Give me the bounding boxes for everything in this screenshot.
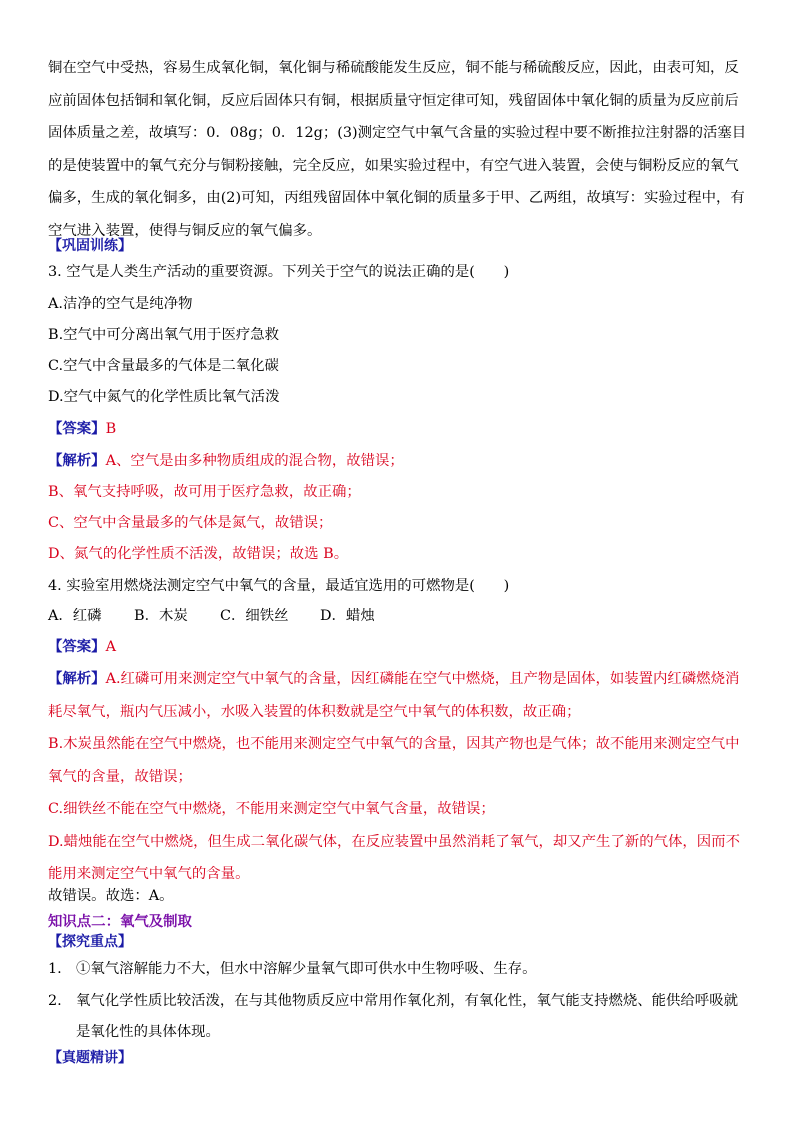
q3-option-b: B.空气中可分离出氧气用于医疗急救 <box>48 327 280 343</box>
q3-analysis-c: C、空气中含量最多的气体是氮气，故错误； <box>48 515 333 531</box>
q4-answer <box>48 637 116 657</box>
point-1-num: 1. <box>48 961 62 977</box>
q4-analysis <box>48 663 748 891</box>
q4-answer-value: A <box>105 639 116 655</box>
intro-paragraph: 铜在空气中受热，容易生成氧化铜，氧化铜与稀硫酸能发生反应，铜不能与稀硫酸反应，因此，由表可知，反应前固体包括铜和氧化铜，反应后固体只有铜，根据质量守恒定律可知，残留固体中氧化铜的质量为反应前后固体质量之差，故填写：0．08g；0．12g；(3)测定空气中氧气含量的实验过程中要不断推拉注射器的活塞目的是使装置中的氧气充分与铜粉接触，完全反应，如果实验过程中，有空气进入装置，会使与铜粉反应的氧气偏多，生成的氧化铜多，由(2)可知，丙组残留固体中氧化铜的质量多于甲、乙两组，故填写：实验过程中，有空气进入装置，使得与铜反应的氧气偏多。 <box>48 60 747 239</box>
q3-option-d: D.空气中氮气的化学性质比氧气活泼 <box>48 389 280 405</box>
point-1-text: ①氧气溶解能力不大，但水中溶解少量氧气即可供水中生物呼吸、生存。 <box>76 961 537 977</box>
q4-option-a: A．红磷 <box>48 608 102 624</box>
q4-conclusion-text: 故错误。故选：A。 <box>48 888 174 904</box>
q4-analysis-a-para <box>48 663 748 728</box>
q4-conclusion <box>48 886 174 906</box>
q4-analysis-a: A.红磷可用来测定空气中氧气的含量，因红磷能在空气中燃烧，且产物是固体，如装置内红磷燃烧消耗尽氧气，瓶内气压减小，水吸入装置的体积数就是空气中氧气的体积数，故正确； <box>48 671 740 720</box>
q4-option-d: D．蜡烛 <box>320 608 375 624</box>
q3-option-a: A.洁净的空气是纯净物 <box>48 296 193 312</box>
point-2-num: 2. <box>48 993 62 1009</box>
q3-answer-label: 【答案】 <box>48 420 106 437</box>
section2-title: 知识点二：氧气及制取 <box>48 913 192 930</box>
q4-analysis-label: 【解析】 <box>48 670 106 687</box>
q3-option-c: C.空气中含量最多的气体是二氧化碳 <box>48 358 279 374</box>
explore-label: 【探究重点】 <box>48 934 132 950</box>
q3-stem: 3. 空气是人类生产活动的重要资源。下列关于空气的说法正确的是( ) <box>48 264 510 280</box>
q3-analysis-d: D、氮气的化学性质不活泼，故错误；故选 B。 <box>48 546 349 562</box>
q3-analysis-b: B、氧气支持呼吸，故可用于医疗急救，故正确； <box>48 484 361 500</box>
point-2-text: 氧气化学性质比较活泼，在与其他物质反应中常用作氧化剂，有氧化性，氧气能支持燃烧、能供给呼吸就是氧化性的具体体现。 <box>76 993 738 1040</box>
q3-answer <box>48 419 116 439</box>
real-exam-label: 【真题精讲】 <box>48 1050 132 1066</box>
point-1 <box>48 954 748 985</box>
q3-analysis-first <box>48 451 404 471</box>
point-2 <box>48 986 748 1040</box>
q3-analysis-label: 【解析】 <box>48 452 106 469</box>
q4-option-b: B．木炭 <box>134 608 188 624</box>
q4-options <box>48 606 375 626</box>
q4-analysis-c: C.细铁丝不能在空气中燃烧，不能用来测定空气中氧气含量，故错误； <box>48 801 495 817</box>
q3-answer-value: B <box>105 421 117 437</box>
q4-analysis-b: B.木炭虽然能在空气中燃烧，也不能用来测定空气中氧气的含量，因其产物也是气体；故不能用来测定空气中氧气的含量，故错误； <box>48 736 740 785</box>
q4-option-c: C．细铁丝 <box>220 608 289 624</box>
q4-answer-label: 【答案】 <box>48 638 106 655</box>
q3-analysis-a: A、空气是由多种物质组成的混合物，故错误； <box>105 453 404 469</box>
q4-stem: 4. 实验室用燃烧法测定空气中氧气的含量，最适宜选用的可燃物是( ) <box>48 578 510 594</box>
consolidation-label: 【巩固训练】 <box>48 238 132 254</box>
q4-analysis-d: D.蜡烛能在空气中燃烧，但生成二氧化碳气体，在反应装置中虽然消耗了氧气，却又产生了新的气体，因而不能用来测定空气中氧气的含量。 <box>48 833 740 882</box>
